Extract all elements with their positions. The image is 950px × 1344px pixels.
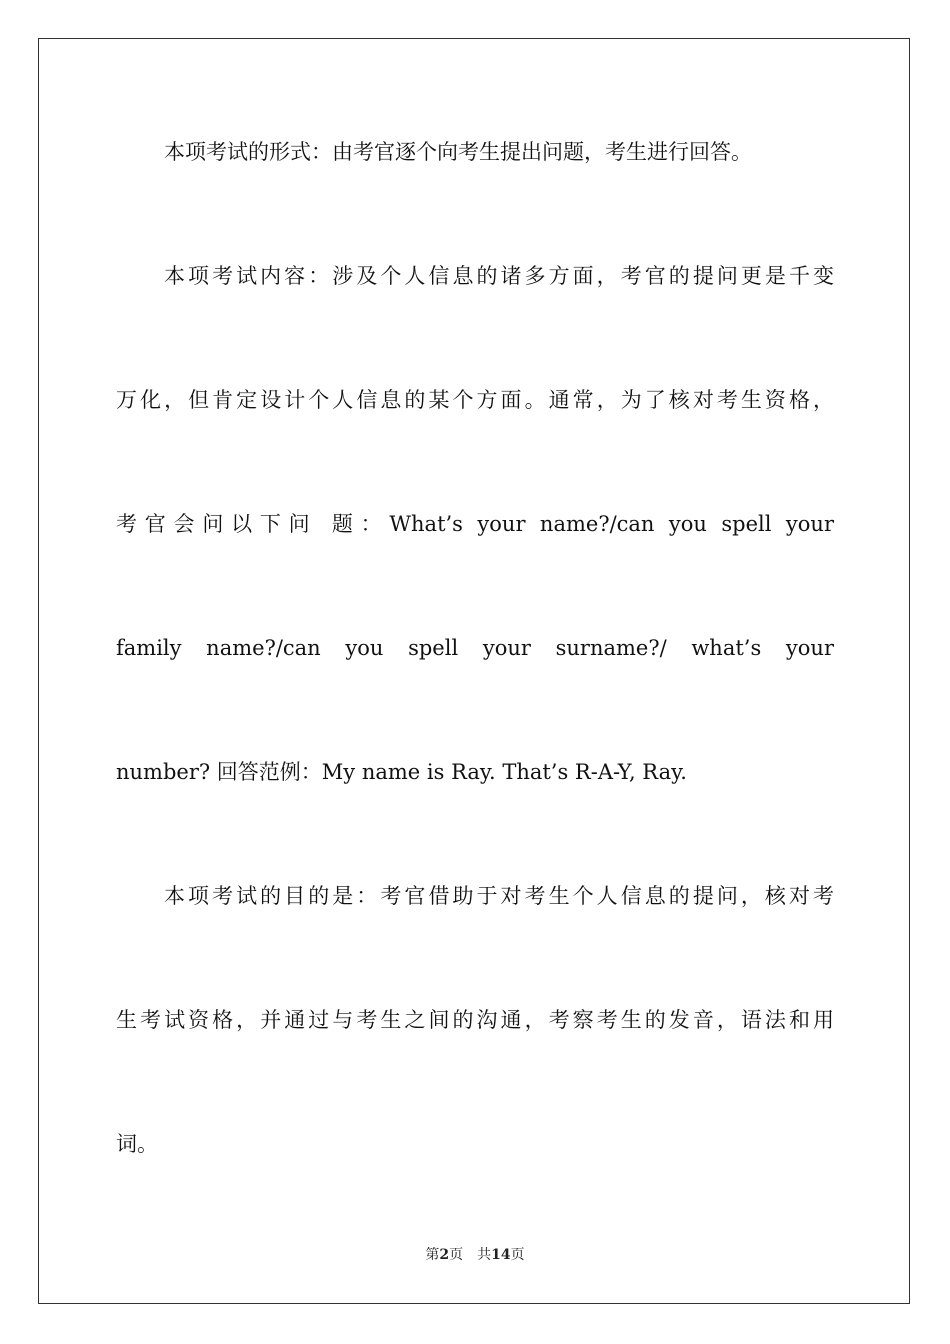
footer-total-suffix: 页 <box>510 1247 525 1263</box>
footer-page-prefix: 第 <box>425 1247 440 1263</box>
footer-page-suffix: 页 <box>449 1247 464 1263</box>
footer-page-number: 2 <box>439 1247 450 1263</box>
paragraph-2-line-2: 万化，但肯定设计个人信息的某个方面。通常，为了核对考生资格， <box>116 388 834 412</box>
page-footer <box>0 1244 950 1264</box>
paragraph-2-line-3: 考官会问以下问 题：What’s your name?/can you spell your <box>116 512 834 536</box>
footer-total-pages: 14 <box>491 1247 511 1263</box>
paragraph-1-line-1: 本项考试的形式：由考官逐个向考生提出问题，考生进行回答。 <box>164 140 752 164</box>
paragraph-3-line-2: 生考试资格，并通过与考生之间的沟通，考察考生的发音，语法和用 <box>116 1008 834 1032</box>
paragraph-3-line-3: 词。 <box>116 1132 158 1156</box>
paragraph-3-line-1: 本项考试的目的是：考官借助于对考生个人信息的提问，核对考 <box>164 884 834 908</box>
paragraph-2-line-1: 本项考试内容：涉及个人信息的诸多方面，考官的提问更是千变 <box>164 264 834 288</box>
page-frame <box>38 38 910 1304</box>
footer-total-prefix: 共 <box>477 1247 492 1263</box>
paragraph-2-line-4: family name?/can you spell your surname?/ what’s your <box>116 636 834 660</box>
paragraph-2-line-5: number? 回答范例：My name is Ray. That’s R-A-Y, Ray. <box>116 760 687 784</box>
